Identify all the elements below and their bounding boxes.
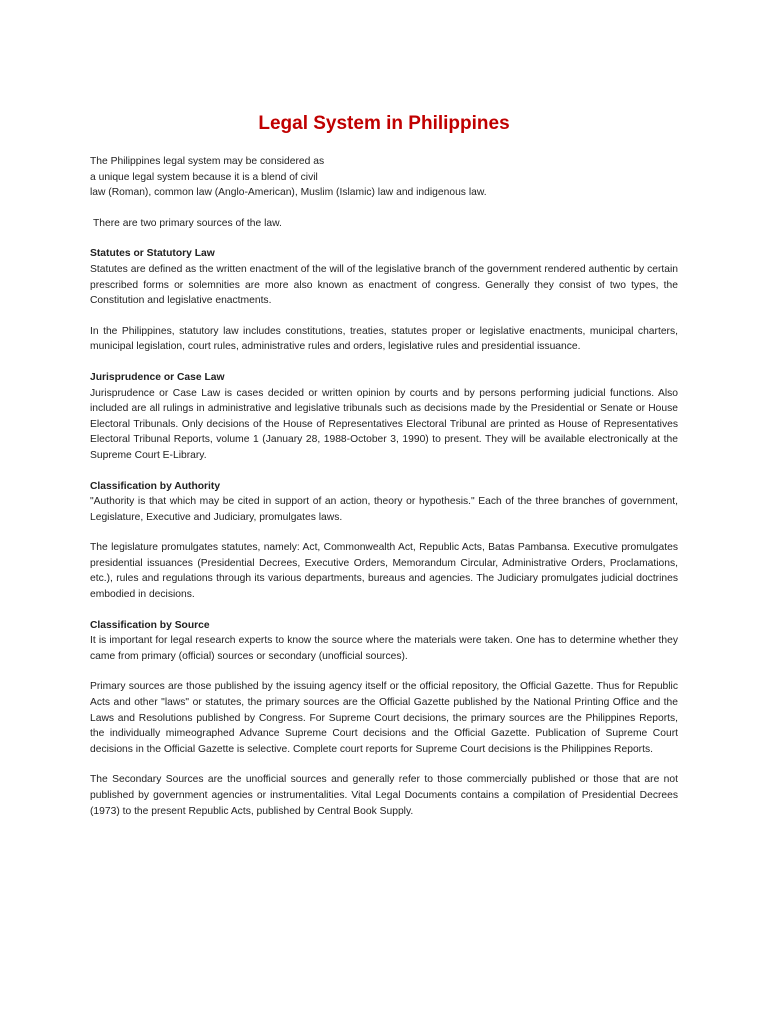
intro-paragraph <box>90 154 678 201</box>
section-classification-authority <box>90 479 678 603</box>
page-title: Legal System in Philippines <box>258 113 510 134</box>
section-heading: Statutes or Statutory Law <box>90 248 215 260</box>
section-paragraph: It is important for legal research experts to know the source where the materials were taken. One has to determine whether they came from primary (official) sources or secondary (unofficial sources). <box>90 635 678 662</box>
document-page <box>90 112 678 834</box>
intro-line: The Philippines legal system may be considered as <box>90 156 325 167</box>
section-paragraph: In the Philippines, statutory law includes constitutions, treaties, statutes proper or legislative enactments, municipal charters, municipal legislation, court rules, administrative rules and orders, legislative rules and presidential issuance. <box>90 325 678 353</box>
section-heading: Jurisprudence or Case Law <box>90 371 225 383</box>
intro-line: a unique legal system because it is a blend of civil <box>90 171 318 183</box>
intro-line: law (Roman), common law (Anglo-American), Muslim (Islamic) law and indigenous law. <box>90 187 487 199</box>
section-heading: Classification by Source <box>90 619 210 631</box>
section-classification-source <box>90 618 678 820</box>
sources-note: There are two primary sources of the law. <box>93 217 282 229</box>
section-paragraph: Primary sources are those published by the issuing agency itself or the official repository, the Official Gazette. Thus for Republic Acts and other "laws" or statutes, the primary sources are the Official Gazette published by the National Printing Office and the Laws and Resolutions published by Congress. For Supreme Court decisions, the primary sources are the Philippines Reports, the individually mimeographed Advance Supreme Court decisions and the Official Gazette. Publication of Supreme Court decisions in the Official Gazette is selective. Complete court reports for Supreme Court decisions is the Philippines Reports. <box>90 681 678 755</box>
section-paragraph: The Secondary Sources are the unofficial sources and generally refer to those commercially published or those that are not published by government agencies or instrumentalities. Vital Legal Documents contains a compilation of Presidential Decrees (1973) to the present Republic Acts, published by Central Book Supply. <box>90 774 678 817</box>
section-paragraph: The legislature promulgates statutes, namely: Act, Commonwealth Act, Republic Acts, Batas Pambansa. Executive promulgates presidential issuances (Presidential Decrees, Executive Orders, Memorandum Circular, Administrative Orders, Proclamations, etc.), rules and regulations through its various departments, bureaus and agencies. The Judiciary promulgates judicial doctrines embodied in decisions. <box>90 542 678 601</box>
section-paragraph: Statutes are defined as the written enactment of the will of the legislative branch of the government rendered authentic by certain prescribed forms or solemnities are more also known as enactment of congress. Generally they consist of two types, the Constitution and legislative enactments. <box>90 263 678 307</box>
section-paragraph: Jurisprudence or Case Law is cases decided or written opinion by courts and by persons performing judicial functions. Also included are all rulings in administrative and legislative tribunals such as decisions made by the Presidential or Senate or House Electoral Tribunals. Only decisions of the House of Representatives Electoral Tribunal are printed as House of Representatives Electoral Tribunal Reports, volume 1 (January 28, 1988-October 3, 1990) to present. They will be available electronically at the Supreme Court E-Library. <box>90 387 678 461</box>
section-heading: Classification by Authority <box>90 480 221 492</box>
section-paragraph: "Authority is that which may be cited in support of an action, theory or hypothesis." Each of the three branches of government, Legislature, Executive and Judiciary, promulgates laws. <box>90 496 678 523</box>
section-jurisprudence <box>90 370 678 464</box>
section-statutes <box>90 246 678 355</box>
